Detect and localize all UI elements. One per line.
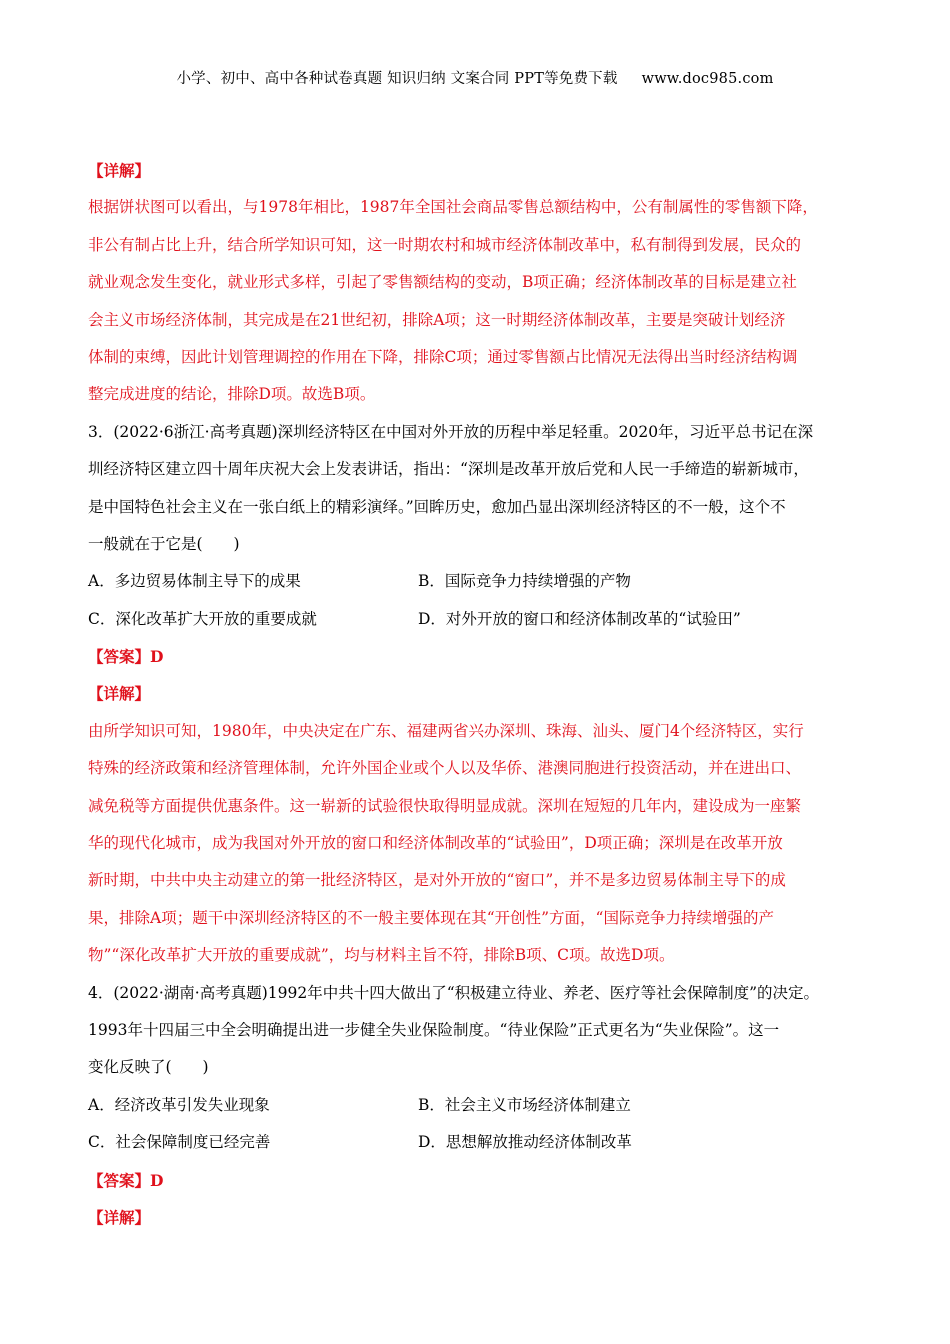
detail-line: 根据饼状图可以看出，与1978年相比，1987年全国社会商品零售总额结构中，公有制属性的零售额下降， (88, 198, 818, 217)
detail-line: 会主义市场经济体制，其完成是在21世纪初，排除A项；这一时期经济体制改革，主要是突破计划经济 (88, 310, 786, 329)
question-4-line: 4．(2022·湖南·高考真题)1992年中共十四大做出了“积极建立待业、养老、医疗等社会保障制度”的决定。 (88, 983, 820, 1002)
detail-line: 由所学知识可知，1980年，中央决定在广东、福建两省兴办深圳、珠海、汕头、厦门4个经济特区，实行 (88, 721, 804, 740)
option-d: D．思想解放推动经济体制改革 (418, 1133, 632, 1152)
answer-value: D (150, 647, 164, 667)
option-d: D．对外开放的窗口和经济体制改革的“试验田” (418, 609, 741, 628)
question-4-options-row-2 (88, 1124, 866, 1161)
detail-line: 果，排除A项；题干中深圳经济特区的不一般主要体现在其“开创性”方面，“国际竞争力持续增强的产 (88, 908, 774, 927)
detail-line: 新时期，中共中央主动建立的第一批经济特区，是对外开放的“窗口”，并不是多边贸易体制主导下的成 (88, 871, 786, 890)
page-header (0, 68, 950, 90)
detail-line: 整完成进度的结论，排除D项。故选B项。 (88, 385, 376, 404)
detail-label: 【详解】 (88, 161, 151, 180)
question-4-options-row-1 (88, 1087, 866, 1124)
option-c: C．深化改革扩大开放的重要成就 (88, 609, 317, 628)
detail-label: 【详解】 (88, 684, 151, 704)
option-c: C．社会保障制度已经完善 (88, 1133, 271, 1152)
option-b: B．社会主义市场经济体制建立 (418, 1095, 631, 1114)
detail-line: 体制的束缚，因此计划管理调控的作用在下降，排除C项；通过零售额占比情况无法得出当时经济结构调 (88, 347, 798, 366)
option-b: B．国际竞争力持续增强的产物 (418, 572, 631, 591)
question-3-line: 是中国特色社会主义在一张白纸上的精彩演绎。”回眸历史，愈加凸显出深圳经济特区的不一般，这个不 (88, 497, 786, 516)
question-3-line: 圳经济特区建立四十周年庆祝大会上发表讲话，指出：“深圳是改革开放后党和人民一手缔造的崭新城市， (88, 460, 809, 479)
header-site[interactable]: www.doc985.com (641, 71, 774, 87)
detail-line: 特殊的经济政策和经济管理体制，允许外国企业或个人以及华侨、港澳同胞进行投资活动，并在进出口、 (88, 759, 802, 778)
detail-line: 华的现代化城市，成为我国对外开放的窗口和经济体制改革的“试验田”，D项正确；深圳是在改革开放 (88, 834, 783, 853)
answer-label: 【答案】 (88, 647, 151, 667)
detail-line: 减免税等方面提供优惠条件。这一崭新的试验很快取得明显成就。深圳在短短的几年内，建设成为一座繁 (88, 796, 802, 815)
question-4-line: 1993年十四届三中全会明确提出进一步健全失业保险制度。“待业保险”正式更名为“失业保险”。这一 (88, 1020, 780, 1039)
question-3-options-row-1 (88, 563, 866, 600)
header-text: 小学、初中、高中各种试卷真题 知识归纳 文案合同 PPT等免费下载 (176, 71, 618, 87)
detail-label: 【详解】 (88, 1207, 151, 1227)
question-3-options-row-2 (88, 601, 866, 638)
answer-value: D (150, 1170, 164, 1190)
question-4-line: 变化反映了( ) (88, 1058, 209, 1077)
option-a: A．经济改革引发失业现象 (88, 1095, 270, 1114)
detail-line: 就业观念发生变化，就业形式多样，引起了零售额结构的变动，B项正确；经济体制改革的目标是建立社 (88, 273, 797, 292)
detail-line: 物”“深化改革扩大开放的重要成就”，均与材料主旨不符，排除B项、C项。故选D项。 (88, 946, 675, 965)
option-a: A．多边贸易体制主导下的成果 (88, 572, 301, 591)
document-body (88, 152, 866, 1236)
answer-row (88, 1162, 866, 1199)
question-3-line: 3．(2022·6浙江·高考真题)深圳经济特区在中国对外开放的历程中举足轻重。2020年，习近平总书记在深 (88, 422, 814, 441)
answer-row (88, 638, 866, 675)
detail-line: 非公有制占比上升，结合所学知识可知，这一时期农村和城市经济体制改革中，私有制得到发展，民众的 (88, 235, 802, 254)
answer-label: 【答案】 (88, 1170, 151, 1190)
question-3-line: 一般就在于它是( ) (88, 534, 240, 553)
